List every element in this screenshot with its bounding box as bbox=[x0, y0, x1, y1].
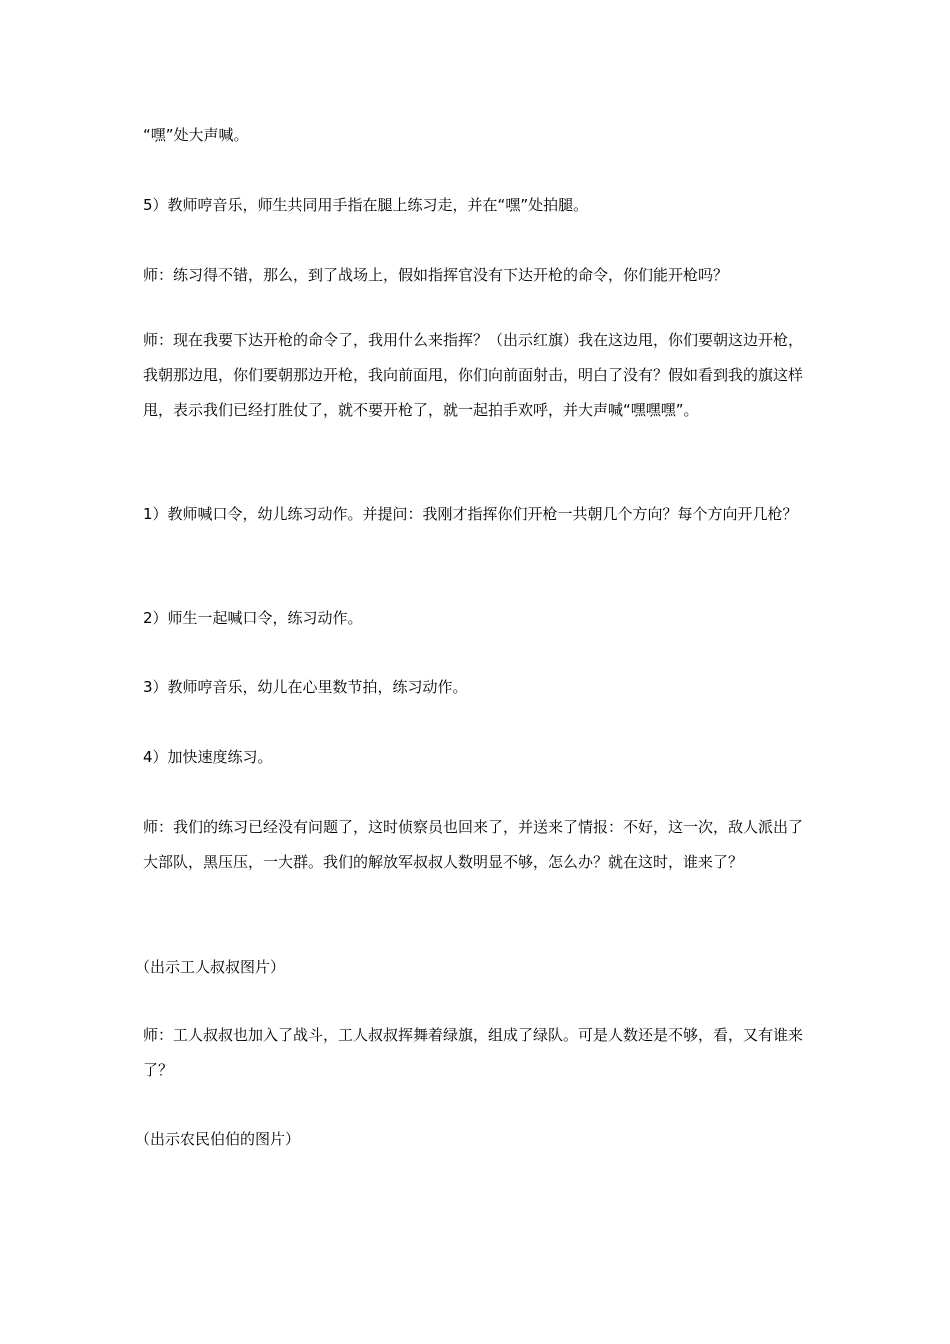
paragraph-10: （出示工人叔叔图片） bbox=[135, 958, 286, 976]
paragraph-6: 2）师生一起喊口令，练习动作。 bbox=[143, 609, 363, 627]
paragraph-12: （出示农民伯伯的图片） bbox=[135, 1130, 301, 1148]
paragraph-3: 师：练习得不错，那么，到了战场上，假如指挥官没有下达开枪的命令，你们能开枪吗？ bbox=[143, 266, 729, 284]
paragraph-7: 3）教师哼音乐，幼儿在心里数节拍，练习动作。 bbox=[143, 678, 468, 696]
paragraph-5: 1）教师喊口令，幼儿练习动作。并提问：我刚才指挥你们开枪一共朝几个方向？每个方向开几枪？ bbox=[143, 505, 798, 523]
paragraph-11: 师：工人叔叔也加入了战斗，工人叔叔挥舞着绿旗，组成了绿队。可是人数还是不够，看，又有谁来了？ bbox=[143, 1026, 804, 1079]
paragraph-8: 4）加快速度练习。 bbox=[143, 748, 273, 766]
paragraph-9: 师：我们的练习已经没有问题了，这时侦察员也回来了，并送来了情报：不好，这一次，敌人派出了大部队，黑压压，一大群。我们的解放军叔叔人数明显不够，怎么办？就在这时，谁来了？ bbox=[143, 818, 804, 871]
paragraph-4: 师：现在我要下达开枪的命令了，我用什么来指挥？（出示红旗）我在这边甩，你们要朝这边开枪，我朝那边甩，你们要朝那边开枪，我向前面甩，你们向前面射击，明白了没有？假如看到我的旗这样甩，表示我们已经打胜仗了，就不要开枪了，就一起拍手欢呼，并大声喊“嘿嘿嘿”。 bbox=[143, 331, 804, 419]
paragraph-1: “嘿”处大声喊。 bbox=[143, 126, 249, 144]
paragraph-2: 5）教师哼音乐，师生共同用手指在腿上练习走，并在“嘿”处拍腿。 bbox=[143, 196, 589, 214]
